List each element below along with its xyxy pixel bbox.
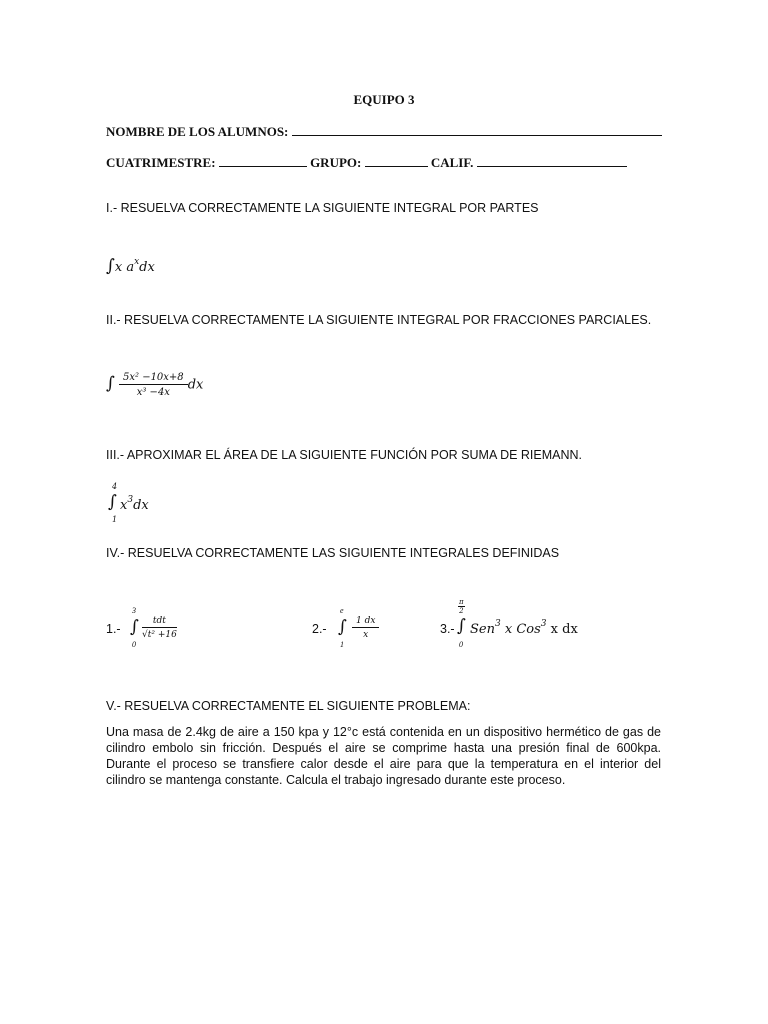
grade-label: CALIF. bbox=[430, 155, 474, 170]
integral-partial-fractions: ∫ $\frac{\text{5x² −10x+8}}{\text{x³ −4x}}$ dx bbox=[106, 372, 204, 398]
section-3-heading: III.- APROXIMAR EL ÁREA DE LA SIGUIENTE FUNCIÓN POR SUMA DE RIEMANN. bbox=[106, 448, 583, 462]
integral-by-parts: ∫x $a^xdx$ bbox=[106, 256, 155, 276]
fraction: $\frac{\text{5x² −10x+8}}{\text{x³ −4x}}$ bbox=[119, 372, 188, 398]
group-label: GRUPO: bbox=[310, 155, 362, 170]
term-label: CUATRIMESTRE: bbox=[106, 155, 216, 170]
section-2-heading: II.- RESUELVA CORRECTAMENTE LA SIGUIENTE INTEGRAL POR FRACCIONES PARCIALES. bbox=[106, 313, 652, 327]
term-blank[interactable] bbox=[219, 155, 307, 167]
section-1-heading: I.- RESUELVA CORRECTAMENTE LA SIGUIENTE INTEGRAL POR PARTES bbox=[106, 201, 539, 215]
definite-integral-3: 3.- $\frac{\pi}{2}$ ∫ 0 Sen$^3$ x Cos$^3$ x dx bbox=[440, 598, 578, 649]
problem-text: Una masa de 2.4kg de aire a 150 kpa y 12°c está contenida en un dispositivo hermético de gas de cilindro embolo sin fricción. Después el aire se comprime hasta una presión final de 600kpa. Durante el proceso se transfiere calor desde el aire para que la temperatura en el interior del cilindro se mantenga constante. Calcula el trabajo ingresado durante este proceso. bbox=[106, 725, 661, 787]
document-title: EQUIPO 3 bbox=[353, 92, 415, 107]
integral-riemann: 4 ∫ $x^3dx$ 1 bbox=[108, 482, 149, 524]
students-row bbox=[106, 124, 662, 140]
section-5-heading: V.- RESUELVA CORRECTAMENTE EL SIGUIENTE PROBLEMA: bbox=[106, 699, 471, 713]
term-row bbox=[106, 155, 627, 171]
students-blank[interactable] bbox=[292, 124, 662, 136]
grade-blank[interactable] bbox=[477, 155, 627, 167]
definite-integral-1: 1.- 3 ∫ 0 tdt √t² +16 bbox=[106, 606, 177, 649]
group-blank[interactable] bbox=[365, 155, 428, 167]
section-4-heading: IV.- RESUELVA CORRECTAMENTE LAS SIGUIENTE INTEGRALES DEFINIDAS bbox=[106, 546, 560, 560]
students-label: NOMBRE DE LOS ALUMNOS: bbox=[106, 124, 289, 139]
definite-integral-2: 2.- e ∫ 1 $\frac{1 dx}{x}$ bbox=[312, 604, 402, 652]
